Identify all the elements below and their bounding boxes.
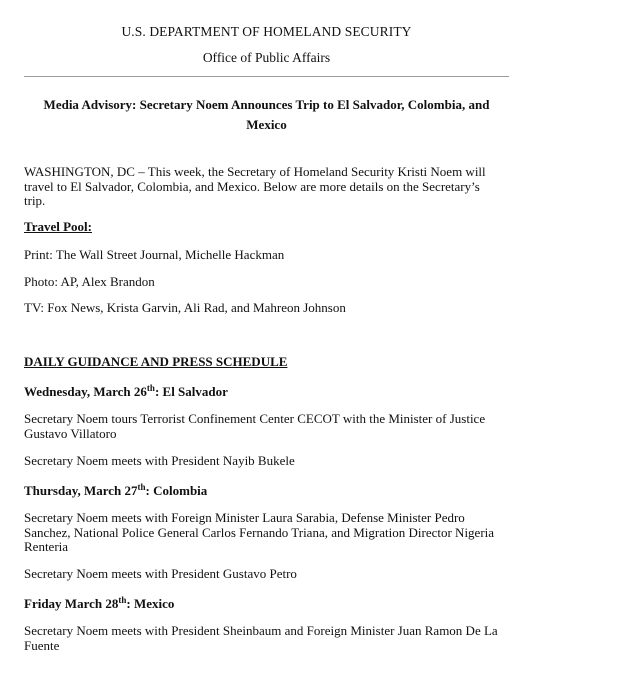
day-location: : Colombia xyxy=(145,483,208,498)
header-divider xyxy=(24,76,509,77)
day-location: : Mexico xyxy=(126,596,175,611)
schedule-event xyxy=(24,567,509,582)
travel-pool-photo: Photo: AP, Alex Brandon xyxy=(24,274,155,289)
schedule-event xyxy=(24,412,509,441)
event-line: Sanchez, National Police General Carlos Fernando Triana, and Migration Director Nigeria xyxy=(24,524,495,540)
event-line: Secretary Noem meets with President Sheinbaum and Foreign Minister Juan Ramon De La xyxy=(24,623,498,638)
office-header: Office of Public Affairs xyxy=(202,50,331,65)
schedule-event xyxy=(24,511,509,555)
event-line: Secretary Noem tours Terrorist Confinement Center CECOT with the Minister of Justice xyxy=(24,411,486,426)
schedule-heading: DAILY GUIDANCE AND PRESS SCHEDULE xyxy=(24,354,288,369)
advisory-title-line: Media Advisory: Secretary Noem Announces Trip to El Salvador, Colombia, and xyxy=(43,97,490,112)
travel-pool-print: Print: The Wall Street Journal, Michelle Hackman xyxy=(24,247,285,262)
day-heading-wednesday xyxy=(24,385,509,400)
day-suffix: th xyxy=(118,595,127,605)
travel-pool-heading: Travel Pool: xyxy=(24,219,92,234)
intro-paragraph xyxy=(24,165,509,209)
event-line: Renteria xyxy=(24,539,69,554)
advisory-title xyxy=(24,95,509,135)
intro-line: WASHINGTON, DC – This week, the Secretary of Homeland Security Kristi Noem will xyxy=(24,164,486,179)
intro-line: trip. xyxy=(24,193,46,208)
day-location: : El Salvador xyxy=(154,384,228,399)
event-line: Secretary Noem meets with President Gustavo Petro xyxy=(24,566,297,581)
advisory-title-line: Mexico xyxy=(246,117,287,132)
day-suffix: th xyxy=(137,482,146,492)
intro-line: travel to El Salvador, Colombia, and Mexico. Below are more details on the Secretary’s xyxy=(24,178,480,194)
day-suffix: th xyxy=(146,383,155,393)
day-heading-thursday xyxy=(24,484,509,499)
schedule-event xyxy=(24,624,509,653)
day-label: Wednesday, March 26 xyxy=(24,384,147,399)
department-header: U.S. DEPARTMENT OF HOMELAND SECURITY xyxy=(121,24,412,39)
event-line: Secretary Noem meets with President Nayib Bukele xyxy=(24,453,295,468)
event-line: Fuente xyxy=(24,637,60,653)
event-line: Gustavo Villatoro xyxy=(24,425,117,441)
travel-pool-tv: TV: Fox News, Krista Garvin, Ali Rad, and Mahreon Johnson xyxy=(24,300,346,315)
schedule-event xyxy=(24,454,509,469)
event-line: Secretary Noem meets with Foreign Minister Laura Sarabia, Defense Minister Pedro xyxy=(24,510,465,525)
day-heading-friday xyxy=(24,597,509,612)
day-label: Friday March 28 xyxy=(24,596,119,611)
day-label: Thursday, March 27 xyxy=(24,483,138,498)
